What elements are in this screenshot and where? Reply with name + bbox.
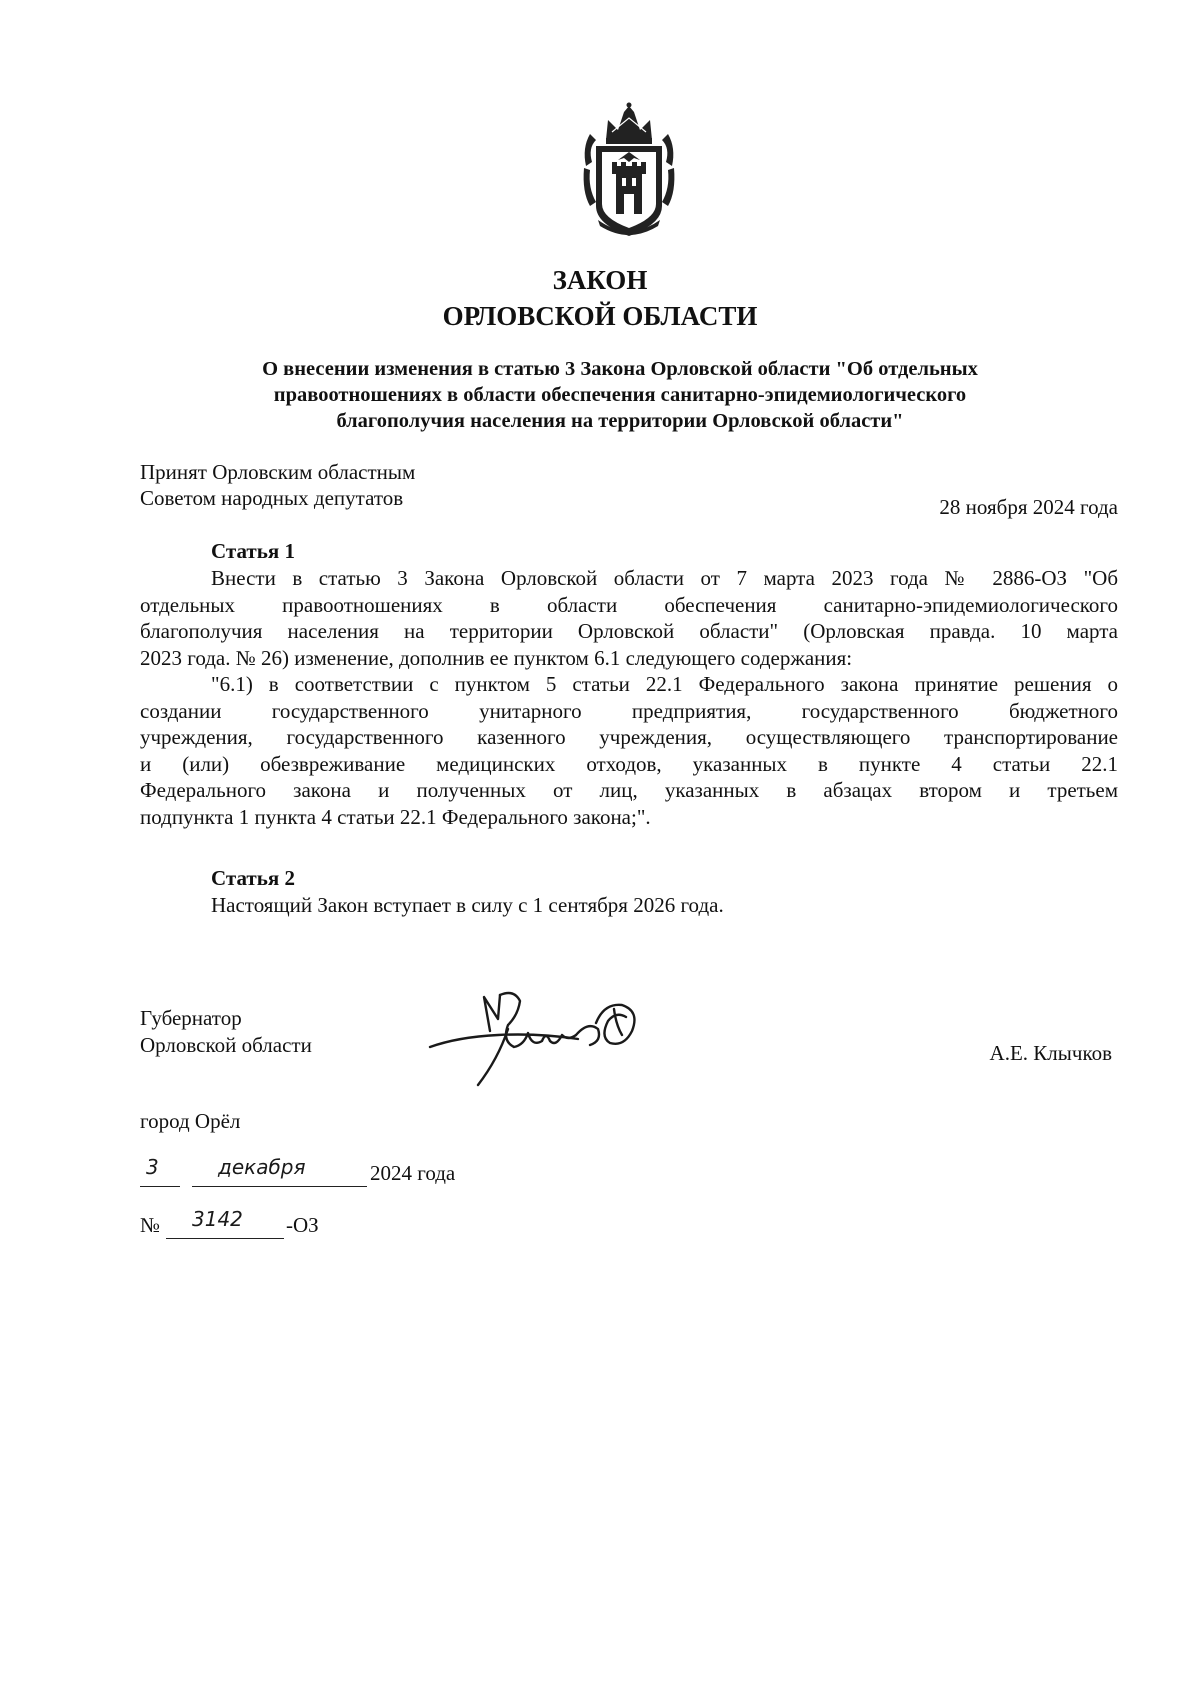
text-line: 2023 года. № 26) изменение, дополнив ее пунктом 6.1 следующего содержания:	[140, 645, 853, 670]
city-name: город Орёл	[140, 1109, 241, 1133]
text-line: Федерального закона и полученных от лиц, указанных в абзацах втором и третьем	[140, 778, 1118, 802]
text-line: отдельных правоотношениях в области обеспечения санитарно-эпидемиологического	[140, 592, 1118, 617]
coat-of-arms-emblem	[578, 102, 680, 240]
number-underline	[166, 1238, 284, 1239]
adoption-body	[140, 459, 415, 511]
signing-date	[140, 1155, 500, 1190]
date-day: 3	[146, 1155, 159, 1179]
text-line: создании государственного унитарного предприятия, государственного бюджетного	[140, 698, 1118, 723]
article-2-heading: Статья 2	[211, 866, 295, 890]
number-value: 3142	[192, 1207, 243, 1231]
handwritten-signature	[428, 985, 660, 1095]
position-line: Орловской области	[140, 1033, 312, 1057]
article-2-text	[140, 892, 1118, 919]
text-line: Внести в статью 3 Закона Орловской области от 7 марта 2023 года № 2886-ОЗ "Об	[211, 566, 1118, 590]
law-region-title: ОРЛОВСКОЙ ОБЛАСТИ	[442, 301, 758, 331]
number-suffix: -ОЗ	[286, 1213, 319, 1237]
position-line: Губернатор	[140, 1006, 242, 1030]
number-sign: №	[140, 1213, 161, 1237]
text-line: учреждения, государственного казенного учреждения, осуществляющего транспортирование	[140, 725, 1118, 749]
day-underline	[140, 1186, 180, 1187]
article-1-text	[140, 565, 1118, 830]
article-1-heading: Статья 1	[211, 539, 295, 563]
text-line: благополучия населения на территории Орловской области" (Орловская правда. 10 марта	[140, 619, 1118, 643]
law-subject	[180, 356, 1060, 434]
adoption-line: Советом народных депутатов	[140, 486, 404, 510]
signer-name: А.Е. Клычков	[989, 1041, 1112, 1065]
subject-line: О внесении изменения в статью 3 Закона Орловской области "Об отдельных	[262, 358, 978, 380]
law-title: ЗАКОН	[552, 265, 648, 295]
date-year: 2024 года	[370, 1161, 456, 1185]
signer-position	[140, 1005, 312, 1059]
law-number	[140, 1207, 400, 1242]
text-line: "6.1) в соответствии с пунктом 5 статьи 22.1 Федерального закона принятие решения о	[211, 672, 1118, 696]
text-line: Настоящий Закон вступает в силу с 1 сентября 2026 года.	[211, 893, 724, 917]
subject-line: благополучия населения на территории Орловской области"	[336, 410, 904, 432]
adoption-date: 28 ноября 2024 года	[939, 495, 1118, 519]
text-line: подпункта 1 пункта 4 статьи 22.1 Федерального закона;".	[140, 804, 651, 829]
date-month: декабря	[218, 1155, 306, 1179]
text-line: и (или) обезвреживание медицинских отходов, указанных в пункте 4 статьи 22.1	[140, 751, 1118, 776]
month-underline	[192, 1186, 367, 1187]
subject-line: правоотношениях в области обеспечения санитарно-эпидемиологического	[273, 384, 967, 406]
adoption-line: Принят Орловским областным	[140, 460, 416, 484]
